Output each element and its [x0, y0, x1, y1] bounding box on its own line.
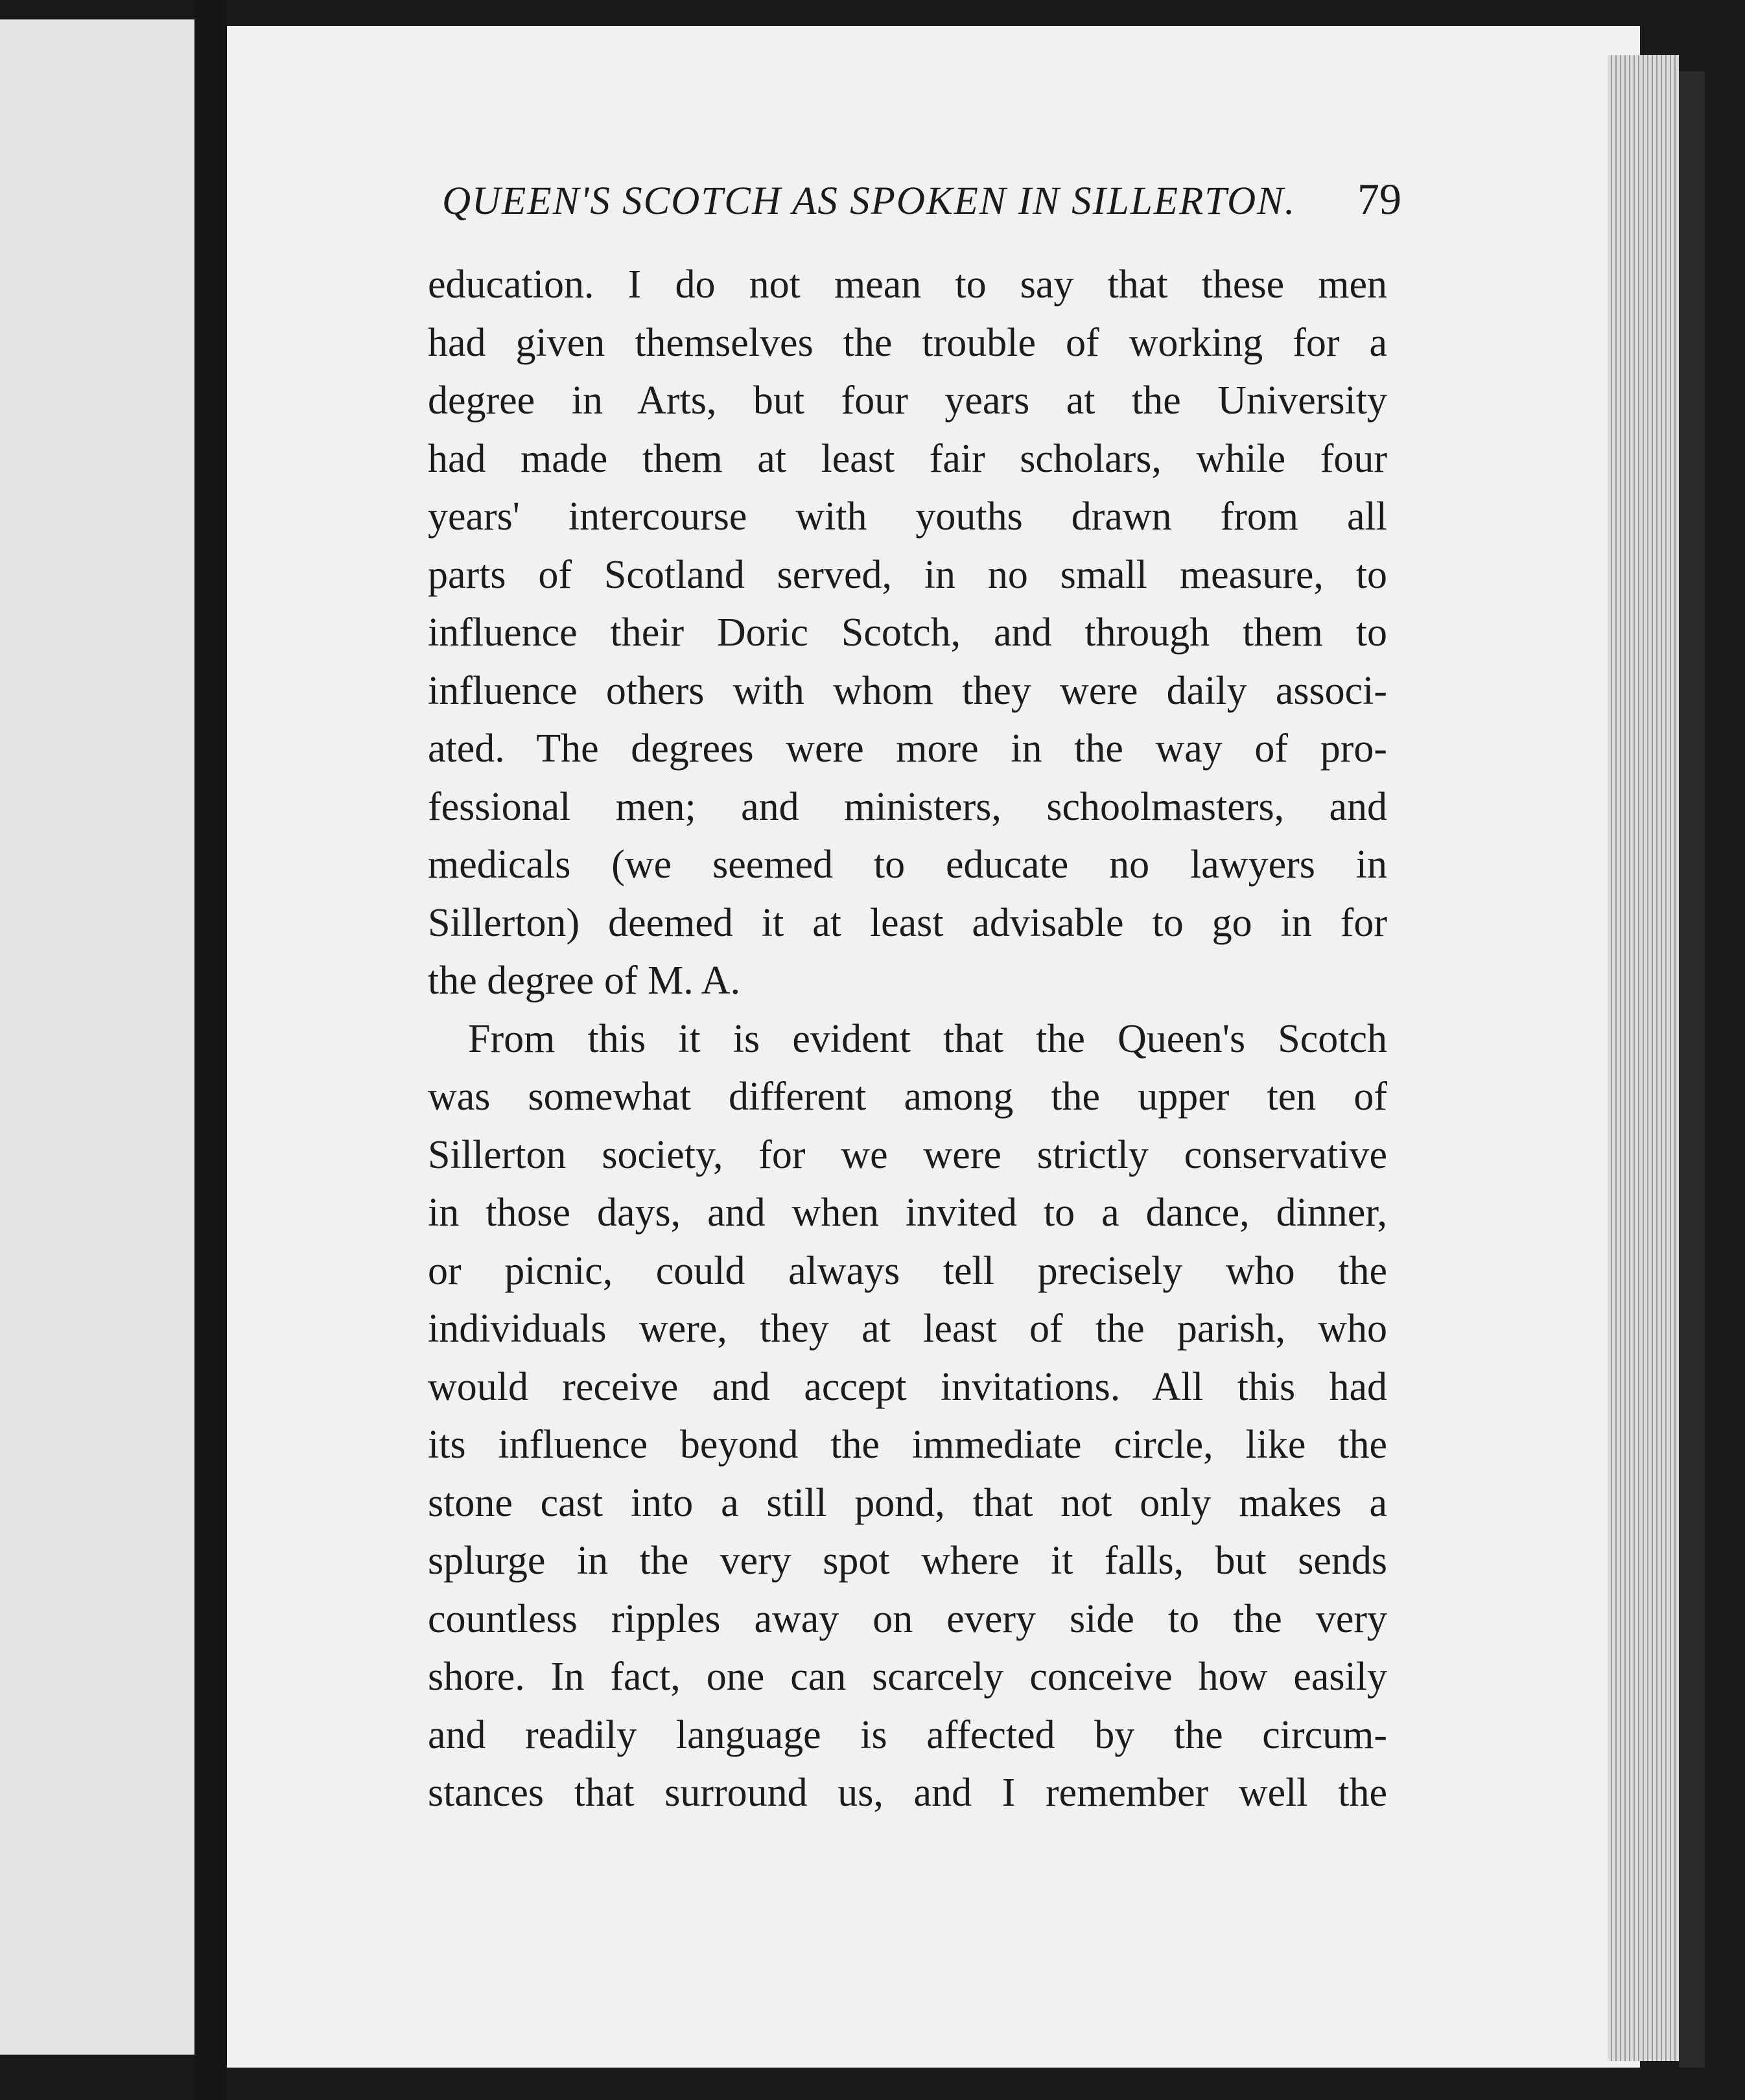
text-line: years' intercourse with youths drawn from all [428, 495, 1387, 539]
text-line: education. I do not mean to say that these men [428, 262, 1387, 307]
text-line: influence their Doric Scotch, and through them to [428, 611, 1387, 655]
text-line: influence others with whom they were daily associ- [428, 668, 1387, 713]
text-line: had made them at least fair scholars, while four [428, 436, 1387, 481]
book-gutter [194, 0, 227, 2100]
page-number: 79 [1357, 174, 1401, 224]
paragraph-1 [428, 256, 1387, 1010]
text-line: medicals (we seemed to educate no lawyers in [428, 843, 1387, 887]
text-line: or picnic, could always tell precisely who the [428, 1248, 1387, 1293]
text-line: stances that surround us, and I remember well the [428, 1771, 1387, 1815]
text-line: stone cast into a still pond, that not only makes a [428, 1480, 1387, 1525]
text-line: ated. The degrees were more in the way of pro- [428, 727, 1387, 771]
text-line: in those days, and when invited to a dance, dinner, [428, 1191, 1387, 1235]
text-line: was somewhat different among the upper ten of [428, 1075, 1387, 1119]
text-line: parts of Scotland served, in no small measure, to [428, 552, 1387, 597]
paragraph-2 [428, 1010, 1387, 1823]
text-line: Sillerton society, for we were strictly conservative [428, 1132, 1387, 1177]
text-line: shore. In fact, one can scarcely conceive how easily [428, 1655, 1387, 1699]
running-head-title: QUEEN'S SCOTCH AS SPOKEN IN SILLERTON. [442, 180, 1296, 223]
text-line: would receive and accept invitations. All this had [428, 1364, 1387, 1409]
page-edges [1608, 55, 1679, 2061]
facing-page [0, 19, 194, 2055]
text-line: Sillerton) deemed it at least advisable to go in for [428, 900, 1387, 945]
text-line: its influence beyond the immediate circle, like the [428, 1423, 1387, 1467]
text-line: the degree of M. A. [428, 959, 741, 1003]
text-line: and readily language is affected by the circum- [428, 1712, 1387, 1757]
running-head [442, 174, 1401, 232]
text-line: countless ripples away on every side to the very [428, 1596, 1387, 1641]
text-line: From this it is evident that the Queen's Scotch [468, 1016, 1387, 1061]
text-line: had given themselves the trouble of working for a [428, 320, 1387, 365]
text-line: fessional men; and ministers, schoolmasters, and [428, 784, 1387, 829]
text-line: splurge in the very spot where it falls, but sends [428, 1539, 1387, 1583]
text-line: degree in Arts, but four years at the University [428, 379, 1387, 423]
body-text [428, 256, 1387, 1823]
book-cover-edge [1679, 71, 1705, 2068]
text-line: individuals were, they at least of the parish, who [428, 1307, 1387, 1351]
